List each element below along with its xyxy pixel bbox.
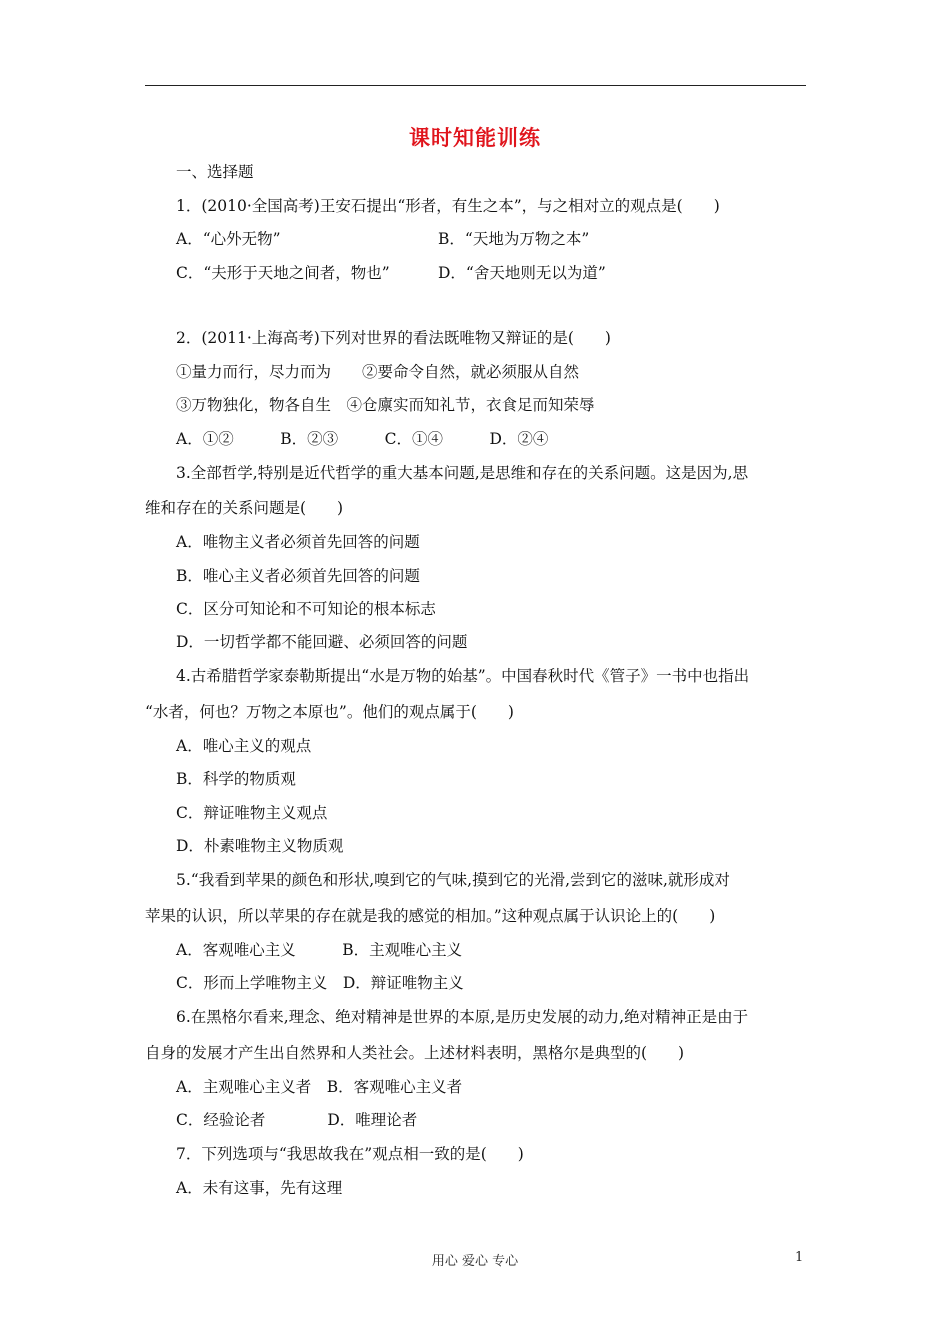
- q3-option-b: B．唯心主义者必须首先回答的问题: [176, 567, 420, 585]
- page-footer: 用心 爱心 专心: [431, 1254, 519, 1269]
- q7-option-a: A．未有这事，先有这理: [176, 1179, 343, 1197]
- section-heading: 一、选择题: [176, 163, 254, 181]
- question-3-line-1: 3.全部哲学,特别是近代哲学的重大基本问题,是思维和存在的关系问题。这是因为,思: [176, 464, 749, 482]
- q2-statements-2: ③万物独化，物各自生 ④仓廪实而知礼节，衣食足而知荣辱: [176, 396, 595, 414]
- question-5-line-1: 5.“我看到苹果的颜色和形状,嗅到它的气味,摸到它的光滑,尝到它的滋味,就形成对: [176, 871, 730, 889]
- q6-options-cd: C．经验论者 D．唯理论者: [176, 1111, 418, 1129]
- q3-option-d: D．一切哲学都不能回避、必须回答的问题: [176, 633, 468, 651]
- page-number: 1: [795, 1250, 804, 1265]
- question-7: 7．下列选项与“我思故我在”观点相一致的是( ): [176, 1145, 524, 1163]
- q1-option-d: D．“舍天地则无以为道”: [438, 264, 606, 282]
- question-4-line-1: 4.古希腊哲学家泰勒斯提出“水是万物的始基”。中国春秋时代《管子》一书中也指出: [176, 667, 750, 685]
- q1-option-b: B．“天地为万物之本”: [438, 230, 590, 248]
- q4-option-d: D．朴素唯物主义物质观: [176, 837, 344, 855]
- q4-option-b: B．科学的物质观: [176, 770, 296, 788]
- q5-options-ab: A．客观唯心主义 B．主观唯心主义: [176, 941, 463, 959]
- question-6-line-2: 自身的发展才产生出自然界和人类社会。上述材料表明，黑格尔是典型的( ): [145, 1044, 685, 1062]
- question-5-line-2: 苹果的认识，所以苹果的存在就是我的感觉的相加。”这种观点属于认识论上的( ): [145, 907, 716, 925]
- q4-option-a: A．唯心主义的观点: [176, 737, 312, 755]
- question-6-line-1: 6.在黑格尔看来,理念、绝对精神是世界的本原,是历史发展的动力,绝对精神正是由于: [176, 1008, 749, 1026]
- q1-option-a: A．“心外无物”: [176, 230, 281, 248]
- q2-options: A．①② B．②③ C．①④ D．②④: [176, 430, 549, 448]
- question-3-line-2: 维和存在的关系问题是( ): [145, 499, 344, 517]
- q4-option-c: C．辩证唯物主义观点: [176, 804, 328, 822]
- q6-options-ab: A．主观唯心主义者 B．客观唯心主义者: [176, 1078, 463, 1096]
- q3-option-a: A．唯物主义者必须首先回答的问题: [176, 533, 420, 551]
- question-1: 1．(2010·全国高考)王安石提出“形者，有生之本”，与之相对立的观点是( ): [176, 197, 720, 215]
- page-title: 课时知能训练: [409, 125, 541, 150]
- q5-options-cd: C．形而上学唯物主义 D．辩证唯物主义: [176, 974, 464, 992]
- header-rule: [145, 85, 806, 86]
- q2-statements-1: ①量力而行，尽力而为 ②要命令自然，就必须服从自然: [176, 363, 580, 381]
- q1-option-c: C．“夫形于天地之间者，物也”: [176, 264, 390, 282]
- q3-option-c: C．区分可知论和不可知论的根本标志: [176, 600, 436, 618]
- question-2: 2．(2011·上海高考)下列对世界的看法既唯物又辩证的是( ): [176, 329, 611, 347]
- question-4-line-2: “水者，何也？万物之本原也”。他们的观点属于( ): [145, 703, 514, 721]
